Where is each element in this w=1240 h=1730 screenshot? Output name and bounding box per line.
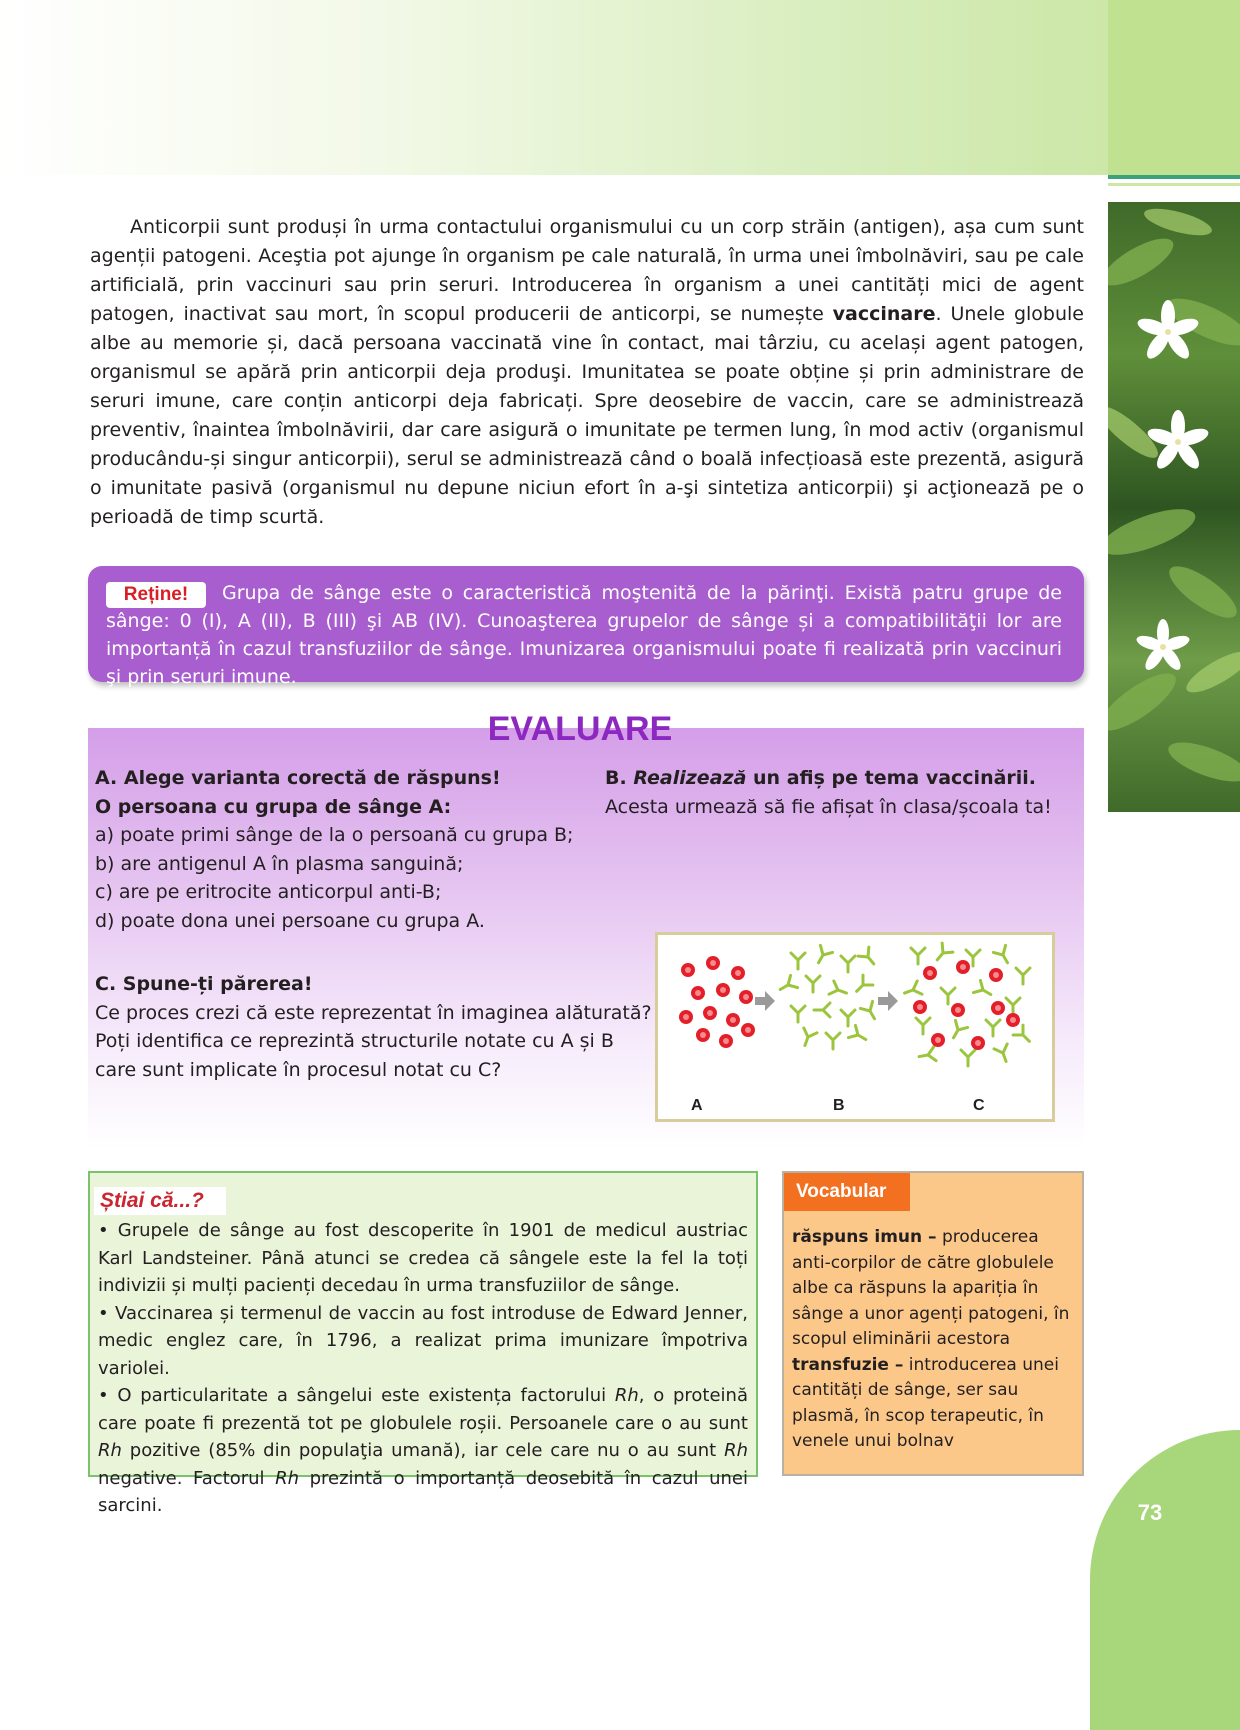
fact-3-part-e: prezintă o importanță deosebită în cazul unei sarcini.	[98, 1467, 748, 1516]
page-number-shape	[1090, 1430, 1240, 1730]
agglutination-diagram	[658, 935, 1052, 1119]
retine-text-body: Grupa de sânge este o caracteristică moştenită de la părinţi. Există patru grupe de sânge: 0 (I), A (II), B (III) şi AB (IV). Cunoaşterea grupelor de sânge și a compatibilităţii lor are importanță în cazul transfuziilor de sânge. Imunizarea organismului poate fi realizată prin vaccinuri şi prin seruri imune.	[106, 582, 1062, 688]
evaluare-title: EVALUARE	[487, 710, 673, 748]
agglutinated-cells-c	[902, 943, 1034, 1066]
part-b-rest: un afiș pe tema vaccinării.	[746, 767, 1037, 789]
red-blood-cells-a	[679, 956, 755, 1048]
vocab-term-transfuzie: transfuzie –	[792, 1354, 904, 1375]
header-divider-line	[1108, 175, 1240, 179]
part-b-verb: Realizează	[633, 767, 747, 789]
stiai-fact-3	[98, 1385, 748, 1516]
arrow-icon	[755, 991, 775, 1011]
figure-label-c: C	[973, 1097, 985, 1114]
antibodies-b	[777, 945, 881, 1049]
option-a: a) poate primi sânge de la o persoană cu grupa B;	[95, 824, 574, 846]
figure-label-a: A	[691, 1097, 703, 1114]
vocab-def-transfuzie: introducerea unei cantități de sânge, ser sau plasmă, în scop terapeutic, în venele unui bolnav	[792, 1354, 1059, 1451]
part-b-heading	[605, 764, 1065, 793]
vaccinare-term: vaccinare	[832, 303, 936, 325]
part-c-line-2: Poți identifica ce reprezintă structurile notate cu A și B	[95, 1030, 614, 1052]
vocabular-title: Vocabular	[784, 1173, 910, 1211]
page-number: 73	[1137, 1500, 1163, 1525]
fact-3-part-a: • O particularitate a sângelui este existența factorului	[98, 1385, 615, 1406]
rh-term: Rh	[724, 1440, 748, 1461]
fact-3-part-d: negative. Factorul	[98, 1467, 276, 1489]
part-c-line-1: Ce proces crezi că este reprezentat în imaginea alăturată?	[95, 1001, 652, 1024]
main-paragraph-part1: Anticorpii sunt produși în urma contactului organismului cu un corp străin (antigen), așa cum sunt agenții patogeni. Aceştia pot ajunge în organism pe cale naturală, în urma unei îmbolnăviri, sau pe cale artificială, prin vaccinuri sau prin seruri. Introducerea în organism a unei cantități mici de agent patogen, inactivat sau mort, în scopul producerii de anticorpi, se numește	[90, 216, 1084, 325]
vocab-term-raspuns-imun: răspuns imun –	[792, 1227, 937, 1247]
rh-term: Rh	[275, 1467, 300, 1489]
stiai-ca-title: Știai că...?	[94, 1187, 226, 1215]
stiai-fact-1: • Grupele de sânge au fost descoperite în 1901 de medicul austriac Karl Landsteiner. Până atunci se credea că sângele este la fel la toți indivizii și mulți pacienți decedau în urma transfuziilor de sânge.	[98, 1220, 748, 1296]
arrow-icon	[878, 991, 898, 1011]
main-paragraph	[90, 213, 1084, 532]
part-a-heading: A. Alege varianta corectă de răspuns!	[95, 767, 501, 789]
evaluare-part-a	[95, 764, 635, 935]
option-c: c) are pe eritrocite anticorpul anti-B;	[95, 881, 442, 903]
fact-3-part-b: , o proteină care poate fi prezentă tot pe globulele roșii. Persoanele care o au sunt	[98, 1385, 748, 1434]
option-b: b) are antigenul A în plasma sanguină;	[95, 852, 464, 875]
evaluare-part-b	[605, 764, 1065, 821]
header-divider-line-light	[1108, 183, 1240, 186]
figure-label-b: B	[833, 1097, 845, 1114]
header-band	[0, 0, 1240, 175]
stiai-ca-box	[88, 1171, 758, 1516]
fact-3-part-c: pozitive (85% din populaţia umană), iar cele care nu o au sunt	[121, 1440, 725, 1461]
vocabular-text	[792, 1225, 1082, 1455]
part-a-question: O persoana cu grupa de sânge A:	[95, 795, 452, 818]
agglutination-figure	[655, 932, 1055, 1122]
part-b-text: Acesta urmează să fie afișat în clasa/școala ta!	[605, 795, 1052, 818]
header-corner-strip	[1108, 0, 1240, 178]
option-d: d) poate dona unei persoane cu grupa A.	[95, 909, 485, 932]
part-b-prefix: B.	[605, 767, 634, 789]
rh-term: Rh	[614, 1385, 639, 1406]
stiai-ca-text	[98, 1217, 748, 1520]
rh-term: Rh	[98, 1440, 122, 1461]
retine-tag: Reține!	[106, 582, 206, 608]
retine-text	[106, 579, 1062, 691]
evaluare-part-c	[95, 970, 655, 1084]
part-c-heading: C. Spune-ți părerea!	[95, 973, 313, 995]
retine-box	[88, 566, 1084, 688]
part-c-line-3: care sunt implicate în procesul notat cu C?	[95, 1058, 502, 1081]
vocabular-box	[782, 1171, 1084, 1476]
vocab-def-raspuns-imun: producerea anti-corpilor de către globulele albe ca răspuns la apariția în sânge a unor agenți patogeni, în scopul eliminării acestora	[792, 1227, 1070, 1349]
main-paragraph-part2: . Unele globule albe au memorie și, dacă persoana vaccinată vine în contact, mai târziu, cu același agent patogen, organismul se apără prin anticorpii deja produşi. Imunitatea se poate obține și prin administrare de seruri imune, care conțin anticorpi deja fabricați. Spre deosebire de vaccin, care se administrează preventiv, înaintea îmbolnăvirii, dar care asigură o imunitate pe termen lung, în mod activ (organismul producându-și singur anticorpii), serul se administrează când o boală infecțioasă este prezentă, asigură o imunitate pasivă (organismul nu depune niciun efort în a-şi sintetiza anticorpii) şi acţionează pe o perioadă de timp scurtă.	[90, 303, 1084, 528]
stiai-fact-2: • Vaccinarea și termenul de vaccin au fost introduse de Edward Jenner, medic englez care, în 1796, a realizat prima imunizare împotriva variolei.	[98, 1302, 748, 1379]
